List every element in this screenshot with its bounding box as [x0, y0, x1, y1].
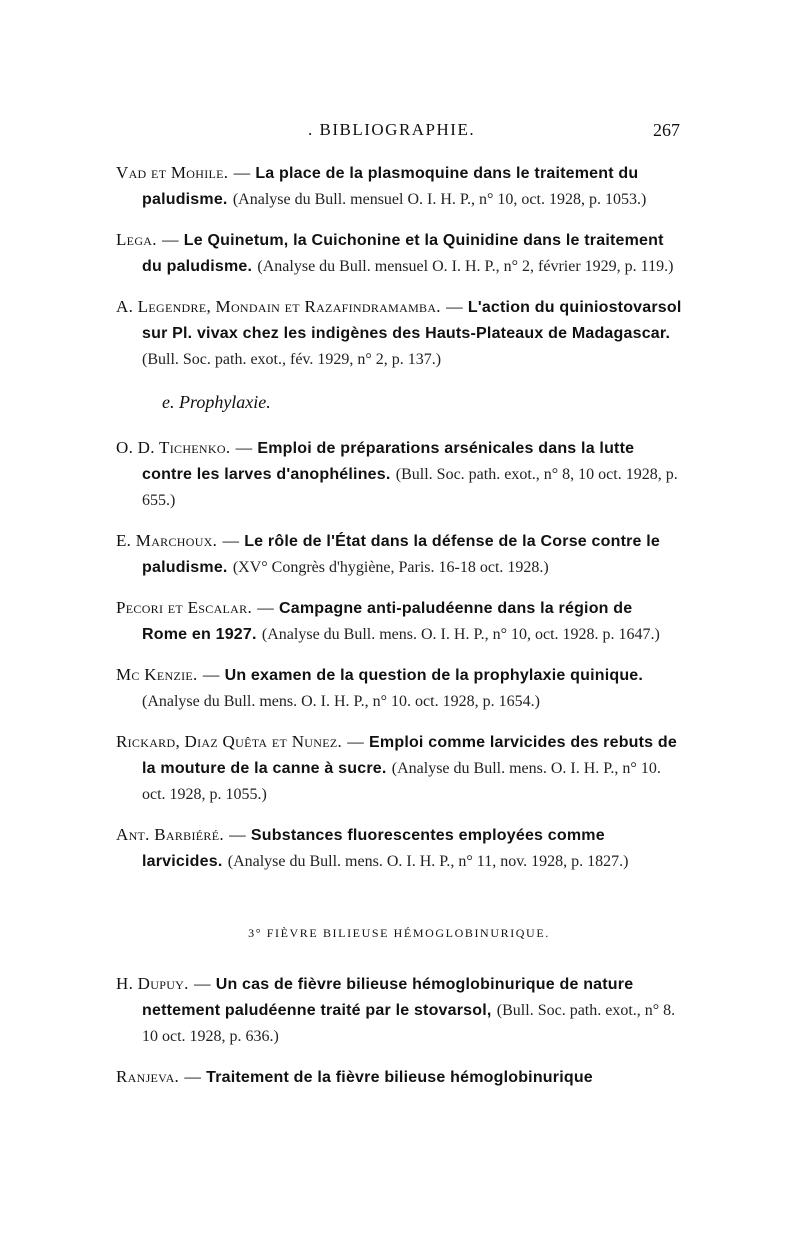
entry-author: Ant. Barbiéré. — [116, 825, 224, 844]
entry-title: Emploi de préparations arsénicales dans la lutte contre les larves d'anophélines. — [142, 440, 635, 483]
entry-title: La place de la plasmoquine dans le traitement du paludisme. — [142, 165, 639, 208]
bibliography-entry — [116, 160, 682, 212]
bibliography-entry — [116, 822, 682, 874]
entry-title: Emploi comme larvicides des rebuts de la mouture de la canne à sucre. — [142, 734, 678, 777]
bibliography-entry — [116, 971, 682, 1049]
bibliography-entry — [116, 435, 682, 513]
bibliography-entry — [116, 227, 682, 279]
entry-author: O. D. Tichenko. — [116, 438, 231, 457]
page-header — [118, 120, 680, 144]
bibliography-entry — [116, 294, 682, 372]
entry-author: Lega. — [116, 230, 157, 249]
running-title: . BIBLIOGRAPHIE. — [308, 120, 476, 139]
page-number: 267 — [653, 120, 680, 140]
entry-author: E. Marchoux. — [116, 531, 218, 550]
entry-separator: — — [184, 1067, 201, 1086]
entry-title: L'action du quiniostovarsol sur Pl. vivax chez les indigènes des Hauts-Plateaux de Madagascar. — [142, 299, 682, 342]
entry-source: (Bull. Soc. path. exot., n° 8, 10 oct. 1928, p. 655.) — [142, 466, 678, 509]
entry-source: (Analyse du Bull. mens. O. I. H. P., n° 10, oct. 1928. p. 1647.) — [261, 626, 660, 643]
bibliography-entry — [116, 528, 682, 580]
entry-separator: — — [446, 297, 463, 316]
entry-title: Substances fluorescentes employées comme larvicides. — [142, 827, 605, 870]
entry-author: Pecori et Escalar. — [116, 598, 252, 617]
entry-separator: — — [202, 665, 220, 684]
entry-separator: — — [257, 598, 274, 617]
entry-title: Un cas de fièvre bilieuse hémoglobinurique de nature nettement paludéenne traité par le stovarsol, — [142, 976, 634, 1019]
entry-separator: — — [229, 825, 246, 844]
entry-title: Un examen de la question de la prophylaxie quinique. — [224, 667, 644, 684]
entry-source: (Analyse du Bull. mensuel O. I. H. P., n° 2, février 1929, p. 119.) — [257, 258, 674, 275]
entry-source: (Analyse du Bull. mens. O. I. H. P., n° 10. oct. 1928, p. 1055.) — [142, 760, 661, 803]
section-heading-fievre-bilieuse: 3° FIÈVRE BILIEUSE HÉMOGLOBINURIQUE. — [248, 926, 550, 940]
entry-author: A. Legendre, Mondain et Razafindramamba. — [116, 297, 441, 316]
entry-source: (XV° Congrès d'hygiène, Paris. 16-18 oct. 1928.) — [232, 559, 549, 576]
bibliography-entry — [116, 595, 682, 647]
entry-separator: — — [222, 531, 239, 550]
entry-title: Traitement de la fièvre bilieuse hémoglobinurique — [206, 1069, 593, 1086]
entry-author: Ranjeva. — [116, 1067, 180, 1086]
entry-source: (Analyse du Bull. mensuel O. I. H. P., n° 10, oct. 1928, p. 1053.) — [232, 191, 647, 208]
entry-separator: — — [235, 438, 253, 457]
entry-separator: — — [193, 974, 211, 993]
entry-author: H. Dupuy. — [116, 974, 189, 993]
entry-title: Campagne anti-paludéenne dans la région de Rome en 1927. — [142, 600, 633, 643]
entry-title: Le Quinetum, la Cuichonine et la Quinidine dans le traitement du paludisme. — [142, 232, 664, 275]
entry-separator: — — [347, 732, 364, 751]
bibliography-body — [116, 160, 682, 1105]
bibliography-entry — [116, 1064, 682, 1090]
entry-separator: — — [162, 230, 179, 249]
section-heading-prophylaxie: e. Prophylaxie. — [162, 392, 271, 412]
entry-author: Rickard, Diaz Quêta et Nunez. — [116, 732, 343, 751]
entry-separator: — — [233, 163, 251, 182]
entry-source: (Bull. Soc. path. exot., fév. 1929, n° 2, p. 137.) — [142, 351, 442, 368]
bibliography-entry — [116, 662, 682, 714]
entry-author: Vad et Mohile. — [116, 163, 229, 182]
entry-source: (Analyse du Bull. mens. O. I. H. P., n° 10. oct. 1928, p. 1654.) — [142, 693, 540, 710]
entry-source: (Bull. Soc. path. exot., n° 8. 10 oct. 1928, p. 636.) — [142, 1002, 676, 1045]
entry-author: Mc Kenzie. — [116, 665, 198, 684]
entry-source: (Analyse du Bull. mens. O. I. H. P., n° 11, nov. 1928, p. 1827.) — [227, 853, 629, 870]
entry-title: Le rôle de l'État dans la défense de la Corse contre le paludisme. — [142, 533, 661, 576]
bibliography-entry — [116, 729, 682, 807]
